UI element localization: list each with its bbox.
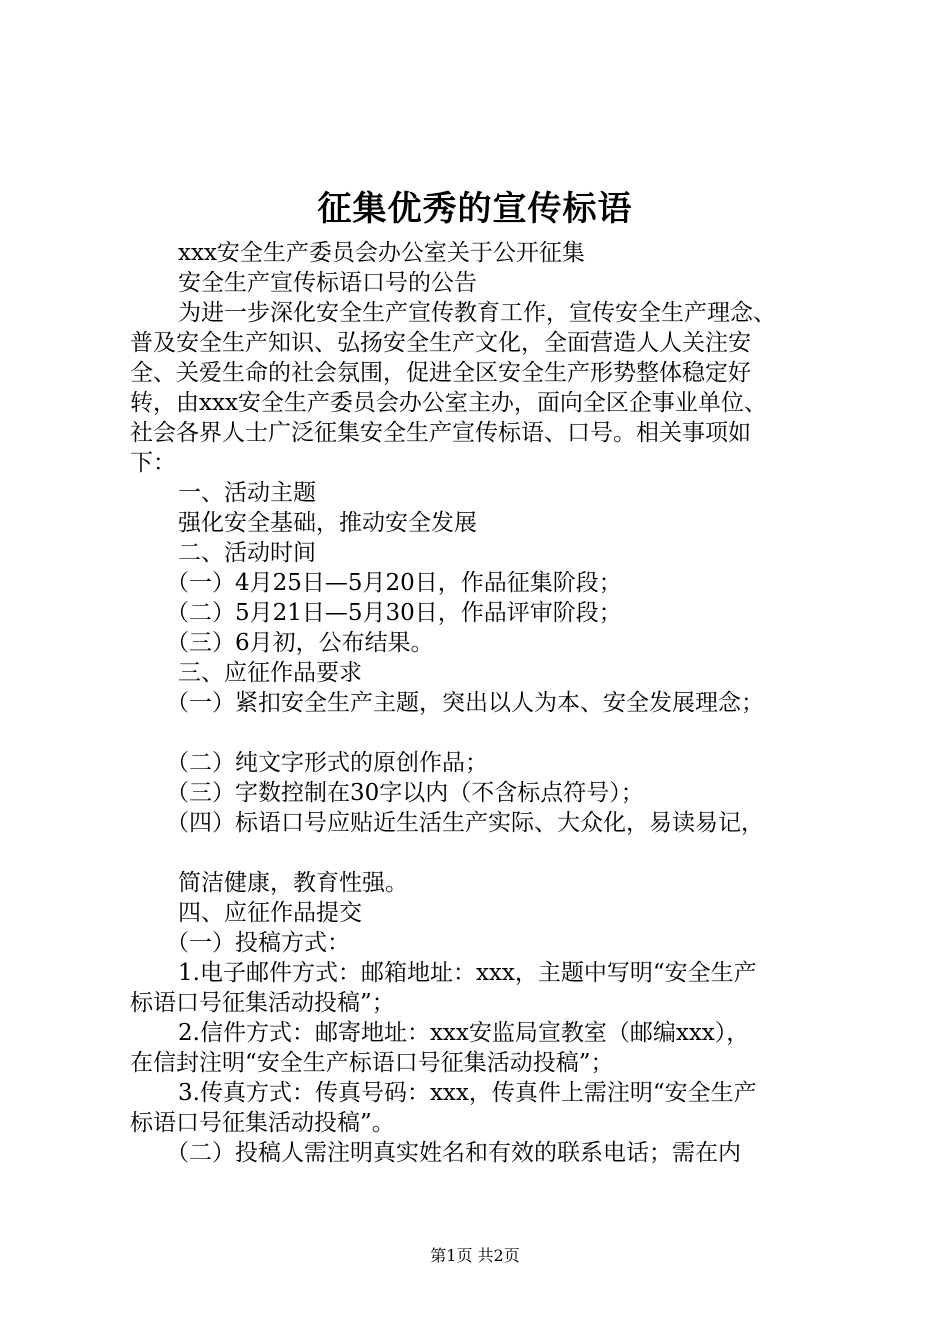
list-item: （一）4月25日—5月20日，作品征集阶段； xyxy=(166,570,622,596)
text-line: xxx安全生产委员会办公室关于公开征集 xyxy=(178,240,585,266)
section-heading: 二、活动时间 xyxy=(178,540,316,566)
list-item: （四）标语口号应贴近生活生产实际、大众化，易读易记， xyxy=(166,810,764,836)
list-item: （三）字数控制在30字以内（不含标点符号）； xyxy=(166,780,644,806)
list-item: （一）投稿方式： xyxy=(166,930,350,956)
text-line: 全、关爱生命的社会氛围，促进全区安全生产形势整体稳定好 xyxy=(130,360,751,386)
list-item: （二）5月21日—5月30日，作品评审阶段； xyxy=(166,600,622,626)
list-item: （二）纯文字形式的原创作品； xyxy=(166,750,488,776)
list-item: 1.电子邮件方式：邮箱地址：xxx，主题中写明“安全生产 xyxy=(178,960,757,986)
list-item: （三）6月初，公布结果。 xyxy=(166,630,434,656)
text-line: 社会各界人士广泛征集安全生产宣传标语、口号。相关事项如 xyxy=(130,420,751,446)
text-line: 简洁健康，教育性强。 xyxy=(178,870,408,896)
section-heading: 四、应征作品提交 xyxy=(178,900,362,926)
page-footer: 第1页 共2页 xyxy=(430,1246,520,1265)
blank-line xyxy=(130,718,850,748)
document-title: 征集优秀的宣传标语 xyxy=(317,189,633,229)
text-line: 普及安全生产知识、弘扬安全生产文化，全面营造人人关注安 xyxy=(130,330,751,356)
list-item: （一）紧扣安全生产主题，突出以人为本、安全发展理念； xyxy=(166,690,764,716)
blank-line xyxy=(130,838,850,868)
text-line: 标语口号征集活动投稿”。 xyxy=(130,1110,395,1136)
section-heading: 三、应征作品要求 xyxy=(178,660,362,686)
text-line: 转，由xxx安全生产委员会办公室主办，面向全区企事业单位、 xyxy=(130,390,767,416)
text-line: 安全生产宣传标语口号的公告 xyxy=(178,270,477,296)
section-heading: 一、活动主题 xyxy=(178,480,316,506)
text-line: 下： xyxy=(130,450,176,476)
list-item: 2.信件方式：邮寄地址：xxx安监局宣教室（邮编xxx）， xyxy=(178,1020,750,1046)
list-item: （二）投稿人需注明真实姓名和有效的联系电话；需在内 xyxy=(166,1140,741,1166)
list-item: 3.传真方式：传真号码：xxx，传真件上需注明“安全生产 xyxy=(178,1080,757,1106)
text-line: 强化安全基础，推动安全发展 xyxy=(178,510,477,536)
text-line: 在信封注明“安全生产标语口号征集活动投稿”； xyxy=(130,1050,614,1076)
text-line: 标语口号征集活动投稿”； xyxy=(130,990,395,1016)
text-line: 为进一步深化安全生产宣传教育工作，宣传安全生产理念、 xyxy=(178,300,776,326)
document-body xyxy=(130,238,850,1168)
